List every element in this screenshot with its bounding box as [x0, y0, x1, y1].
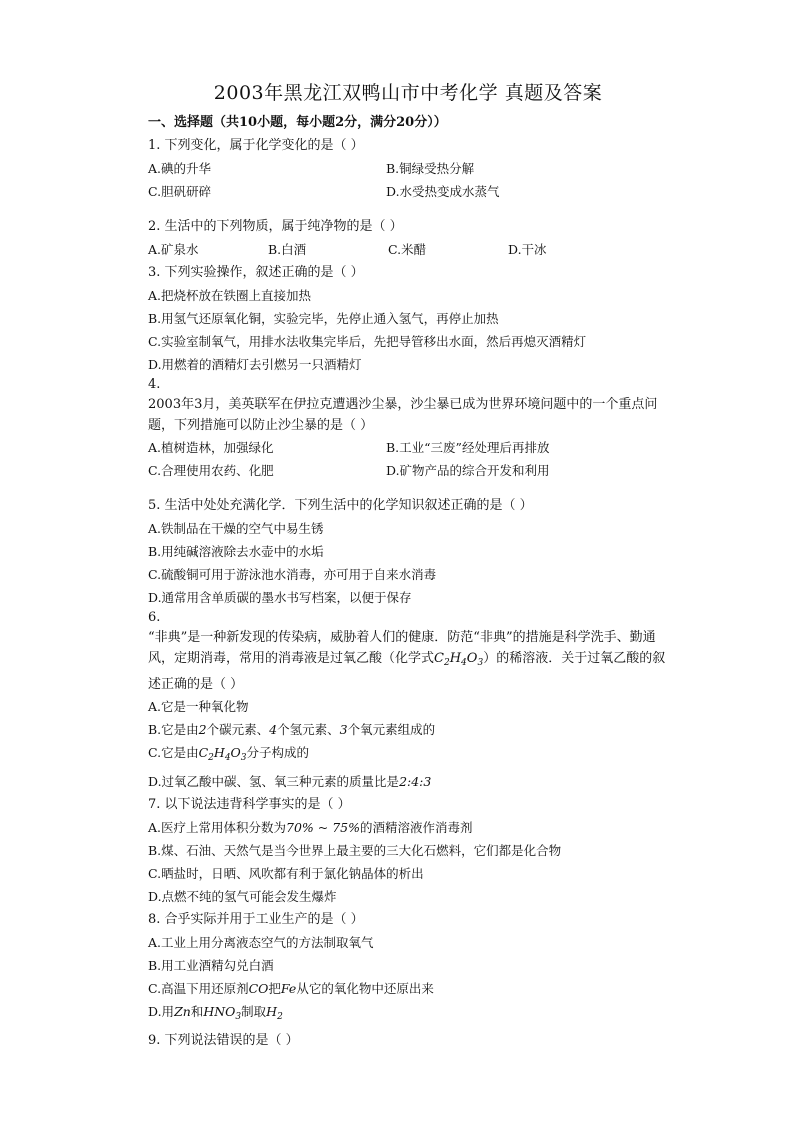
- question-8-option-c: C.高温下用还原剂CO把Fe从它的氧化物中还原出来: [148, 981, 434, 996]
- question-2-option-c: C.米醋: [388, 242, 427, 257]
- question-2-stem: 2. 生活中的下列物质，属于纯净物的是（ ）: [148, 219, 403, 234]
- question-2-option-d: D.干冰: [508, 242, 547, 257]
- question-6-option-d: D.过氧乙酸中碳、氢、氧三种元素的质量比是2:4:3: [148, 774, 432, 789]
- question-5-option-a: A.铁制品在干燥的空气中易生锈: [148, 521, 324, 536]
- question-1-options-row2: [148, 180, 668, 203]
- question-1-stem: 1. 下列变化，属于化学变化的是（ ）: [148, 138, 364, 153]
- question-7-stem: 7. 以下说法违背科学事实的是（ ）: [148, 797, 351, 812]
- question-6-option-b: B.它是由2个碳元素、4个氢元素、3个氧元素组成的: [148, 722, 436, 737]
- question-5-stem: 5. 生活中处处充满化学．下列生活中的化学知识叙述正确的是（ ）: [148, 498, 533, 513]
- question-1-option-a: A.碘的升华: [148, 161, 212, 176]
- question-1-option-d: D.水受热变成水蒸气: [386, 184, 500, 199]
- question-6-stem: [148, 627, 668, 695]
- question-4-option-a: A.植树造林，加强绿化: [148, 440, 274, 455]
- question-1-options-row1: [148, 157, 668, 180]
- question-4-option-b: B.工业“三废”经处理后再排放: [386, 440, 550, 455]
- question-2-option-a: A.矿泉水: [148, 242, 199, 257]
- question-3-option-d: D.用燃着的酒精灯去引燃另一只酒精灯: [148, 357, 362, 372]
- question-3-option-a: A.把烧杯放在铁圈上直接加热: [148, 288, 312, 303]
- question-5-option-c: C.硫酸铜可用于游泳池水消毒，亦可用于自来水消毒: [148, 567, 437, 582]
- question-3-option-b: B.用氢气还原氧化铜，实验完毕，先停止通入氢气，再停止加热: [148, 311, 499, 326]
- question-1-option-b: B.铜绿受热分解: [386, 161, 475, 176]
- question-4-options-row1: [148, 436, 668, 459]
- question-7-option-c: C.晒盐时，日晒、风吹都有利于氯化钠晶体的析出: [148, 866, 424, 881]
- question-4-number: 4.: [148, 377, 161, 392]
- formula-peracetic-acid-c: $C_2H_4O_3$: [198, 745, 247, 763]
- question-3-option-c: C.实验室制氧气，用排水法收集完毕后，先把导管移出水面，然后再熄灭酒精灯: [148, 334, 587, 349]
- page-title: 2003年黑龙江双鸭山市中考化学 真题及答案: [213, 82, 603, 104]
- question-7-option-b: B.煤、石油、天然气是当今世界上最主要的三大化石燃料，它们都是化合物: [148, 843, 562, 858]
- question-1-option-c: C.胆矾研碎: [148, 184, 212, 199]
- question-7-option-a: A.医疗上常用体积分数为70% ~ 75%的酒精溶液作消毒剂: [148, 820, 473, 835]
- question-3-stem: 3. 下列实验操作，叙述正确的是（ ）: [148, 265, 364, 280]
- question-6-option-a: A.它是一种氧化物: [148, 699, 249, 714]
- question-6-number: 6.: [148, 610, 161, 625]
- question-8-option-a: A.工业上用分离液态空气的方法制取氧气: [148, 935, 374, 950]
- question-4-option-c: C.合理使用农药、化肥: [148, 463, 274, 478]
- question-5-option-b: B.用纯碱溶液除去水壶中的水垢: [148, 544, 324, 559]
- question-7-option-d: D.点燃不纯的氢气可能会发生爆炸: [148, 889, 337, 904]
- question-4-options-row2: [148, 459, 668, 482]
- question-8-stem: 8. 合乎实际并用于工业生产的是（ ）: [148, 912, 364, 927]
- section-heading: 一、选择题（共10小题，每小题2分，满分20分））: [148, 115, 447, 130]
- question-4-option-d: D.矿物产品的综合开发和利用: [386, 463, 550, 478]
- question-5-option-d: D.通常用含单质碳的墨水书写档案，以便于保存: [148, 590, 412, 605]
- question-2-options: [148, 238, 668, 261]
- question-2-option-b: B.白酒: [268, 242, 307, 257]
- question-4-stem: 2003年3月，美英联军在伊拉克遭遇沙尘暴，沙尘暴已成为世界环境问题中的一个重点问题，下列措施可以防止沙尘暴的是（ ）: [148, 397, 658, 433]
- question-6-option-c: C.它是由$C_2H_4O_3$分子构成的: [148, 745, 310, 763]
- question-8-option-b: B.用工业酒精勾兑白酒: [148, 958, 274, 973]
- document-page: [148, 78, 668, 1052]
- question-6-stem-part2: ）的稀溶液．关于过氧乙酸的叙述正确的是（ ）: [148, 651, 666, 692]
- formula-peracetic-acid: $C_2H_4O_3$: [434, 651, 484, 668]
- question-8-option-d: D.用Zn和$HNO_3$制取$H_2$: [148, 1004, 283, 1022]
- question-6-stem-part1: “非典”是一种新发现的传染病，威胁着人们的健康．防范“非典”的措施是科学洗手、勤通风，定期消毒，常用的消毒液是过氧乙酸（化学式: [148, 630, 656, 666]
- question-9-stem: 9. 下列说法错误的是（ ）: [148, 1033, 299, 1048]
